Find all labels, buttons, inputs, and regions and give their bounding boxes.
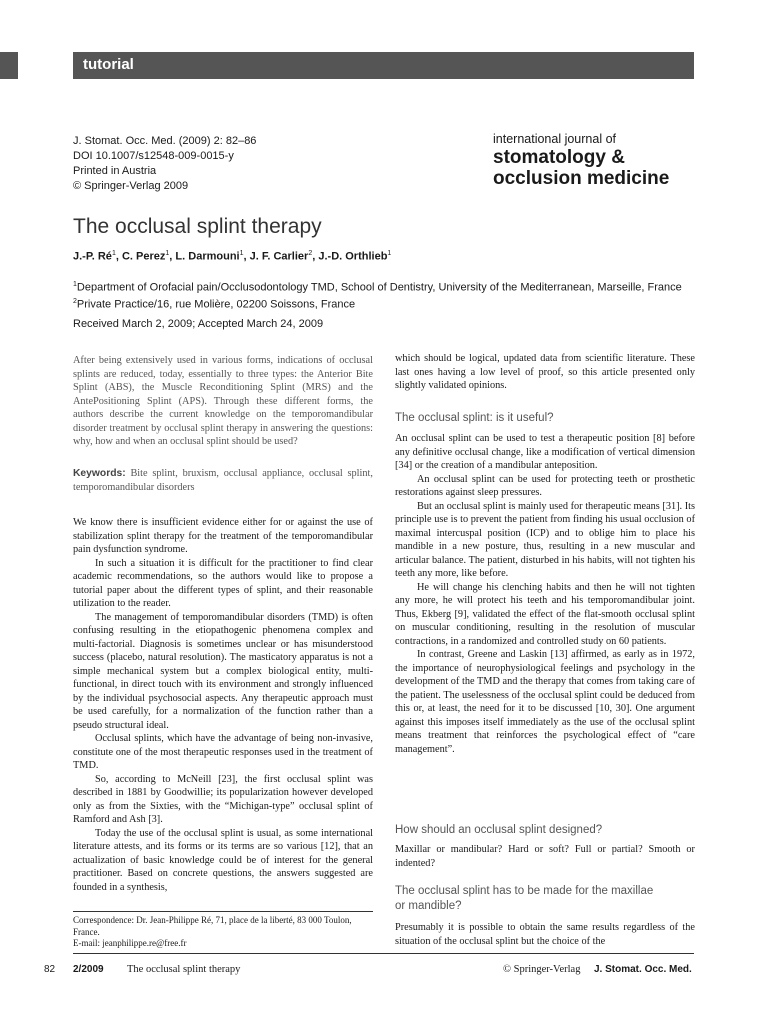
citation-line: J. Stomat. Occ. Med. (2009) 2: 82–86 bbox=[73, 135, 257, 147]
page-number: 82 bbox=[44, 964, 56, 975]
printed-line: Printed in Austria bbox=[73, 165, 157, 177]
affiliations bbox=[73, 278, 682, 312]
copyright-line: © Springer-Verlag 2009 bbox=[73, 180, 189, 192]
author-affiliation-mark: 1 bbox=[387, 250, 392, 257]
affiliation-line bbox=[73, 295, 682, 312]
journal-logo bbox=[493, 132, 669, 189]
body-paragraph: An occlusal splint can be used to test a therapeutic position [8] before any definitive occlusal change, like a modification of vertical dimension [34] or the creation of a mandibular anteposition. bbox=[395, 433, 695, 471]
body-paragraph: Today the use of the occlusal splint is usual, as some international literature attests, and its forms or its terms are so various [12], that an actualization of basic knowledge could be of interest for the general practitioner. Based on concrete questions, the answers suggested are founded in a synthesis, bbox=[73, 827, 373, 893]
keywords-text: Bite splint, bruxism, occlusal appliance, occlusal splint, temporomandibular disorders bbox=[73, 468, 373, 493]
body-paragraph: An occlusal splint can be used for protecting teeth or prosthetic restorations against sleep pressures. bbox=[395, 473, 695, 498]
author-affiliation-mark: 1 bbox=[165, 250, 170, 257]
affiliation-text: Private Practice/16, rue Molière, 02200 Soissons, France bbox=[76, 298, 356, 311]
footnote-divider bbox=[73, 911, 373, 912]
body-paragraph: So, according to McNeill [23], the first occlusal splint was described in 1881 by Goodwillie; its popularization however developed only as from the Sixties, with the “Michigan-type” occlusal splint of Ramford and Ash [3]. bbox=[73, 773, 373, 825]
affiliation-number: 1 bbox=[73, 281, 77, 288]
running-title: The occlusal splint therapy bbox=[127, 964, 241, 975]
section2-body bbox=[395, 843, 695, 870]
section-heading bbox=[395, 884, 653, 914]
body-paragraph: Occlusal splints, which have the advantage of being non-invasive, constitute one of the most therapeutic responses used in the treatment of TMD. bbox=[73, 733, 373, 771]
author-name: C. Perez bbox=[121, 250, 166, 263]
journal-name-small: international journal of bbox=[493, 132, 616, 146]
body-paragraph: We know there is insufficient evidence either for or against the use of stabilization splint therapy for the treatment of the temporomandibular pain dysfunction syndrome. bbox=[73, 517, 373, 555]
abstract-text: After being extensively used in various forms, indications of occlusal splints are reduced, today, essentially to three types: the Anterior Bite Splint (ABS), the Muscle Reconditioning Splint (MRS) and the AntePositioning Splint (APS). Through these different forms, the authors describe the current knowledge on the temporomandibular disorder treatment by occlusal splint therapy in answering the questions: why, how and when an occlusal splint should be used? bbox=[73, 355, 373, 447]
journal-name-line1: stomatology & bbox=[493, 147, 625, 168]
article-title: The occlusal splint therapy bbox=[73, 215, 322, 238]
footer-publisher: © Springer-Verlag bbox=[503, 964, 581, 975]
affiliation-text: Department of Orofacial pain/Occlusodontology TMD, School of Dentistry, University of the Mediterranean, Marseille, France bbox=[76, 281, 682, 294]
author-name: L. Darmouni bbox=[175, 250, 240, 263]
author-affiliation-mark: 1 bbox=[111, 250, 116, 257]
section-heading: How should an occlusal splint designed? bbox=[395, 824, 603, 836]
section-banner bbox=[73, 52, 694, 79]
footer-journal: J. Stomat. Occ. Med. bbox=[594, 964, 692, 975]
correspondence-address: Correspondence: Dr. Jean-Philippe Ré, 71, place de la liberté, 83 000 Toulon, France. bbox=[73, 915, 352, 937]
keywords-label: Keywords: bbox=[73, 468, 126, 479]
body-paragraph: The management of temporomandibular disorders (TMD) is often confusing resulting in the etiopathogenic phenomena complex and multi-factorial. Diagnosis is sometimes unclear or has misunderstood success (placebo, natural resolution). The masticatory apparatus is not a simple mechanical system but a complex biological entity, multi-functional, in direct touch with its environment and strongly influenced by the individual psychosocial aspects. Any therapeutic approach must be used carefully, for a normalization of the function rather than a pseudo structural ideal. bbox=[73, 611, 373, 731]
body-column-left bbox=[73, 516, 373, 894]
journal-name-big bbox=[493, 147, 669, 189]
doi-line: DOI 10.1007/s12548-009-0015-y bbox=[73, 150, 234, 162]
body-paragraph: Presumably it is possible to obtain the same results regardless of the situation of the occlusal splint but the choice of the bbox=[395, 922, 695, 947]
body-paragraph: Maxillar or mandibular? Hard or soft? Full or partial? Smooth or indented? bbox=[395, 844, 695, 869]
section3-body bbox=[395, 921, 695, 948]
author-name: J. F. Carlier bbox=[249, 250, 309, 263]
author-affiliation-mark: 1 bbox=[239, 250, 244, 257]
body-paragraph: He will change his clenching habits and then he will not tighten any more, he will protect his teeth and his temporomandibular joint. Thus, Ekberg [9], validated the effect of the flat-smooth occlusal splint on muscular conditioning, resulting in the resolution of muscular contractions, in a randomized and controlled study on 60 patients. bbox=[395, 581, 695, 647]
body-paragraph: But an occlusal splint is mainly used for therapeutic means [31]. Its principle use is to prevent the patient from finding his usual occlusion of maximal intercuspal position (ICP) and to oblige him to place his mandible in a new posture, thus, resulting in a new muscular and articular balance. The patient, disturbed in his habits, will not tighten his teeth any more, like before. bbox=[395, 500, 695, 579]
keywords bbox=[73, 467, 373, 494]
correspondence-footnote bbox=[73, 915, 373, 950]
citation-block bbox=[73, 134, 256, 194]
section-heading-line: The occlusal splint has to be made for the maxillae bbox=[395, 885, 654, 897]
author-name: J.-P. Ré bbox=[73, 250, 112, 263]
section-heading-line: or mandible? bbox=[395, 900, 462, 912]
body-column-right-intro bbox=[395, 352, 695, 393]
affiliation-number: 2 bbox=[73, 298, 77, 306]
received-dates: Received March 2, 2009; Accepted March 24, 2009 bbox=[73, 318, 324, 330]
abstract bbox=[73, 354, 373, 449]
body-paragraph: which should be logical, updated data from scientific literature. These last ones having a low level of proof, so this article presented only slightly validated opinions. bbox=[395, 353, 695, 391]
author-name: J.-D. Orthlieb bbox=[318, 250, 388, 263]
author-affiliation-mark: 2 bbox=[308, 250, 313, 257]
body-paragraph: In contrast, Greene and Laskin [13] affirmed, as early as in 1972, the importance of neurophysiological feelings and psychology in the development of the TMD and the therapy that comes from taking care of the patient. The uselessness of the occlusal splint could be deduced from this or, at least, the need for it to be discussed [10, 30]. One argument against this imposes itself immediately as the use of the occlusal splint means treatment that reinforces the psychological effect of “care management”. bbox=[395, 649, 695, 755]
section-label: tutorial bbox=[83, 56, 134, 73]
issue-number: 2/2009 bbox=[73, 964, 104, 975]
journal-name-line2: occlusion medicine bbox=[493, 168, 670, 189]
left-edge-tab bbox=[0, 52, 18, 79]
author-list: J.-P. $Ré^1$, C. Perez$^1$, L. Darmouni$^1$, J. F. Carlier$^2$, J.-D. Orthlieb$^1$ bbox=[73, 250, 392, 263]
body-paragraph: In such a situation it is difficult for the practitioner to find clear academic recommendations, so the authors would like to propose a tutorial paper about the different types of splint, and their reasonable utilization to the reader. bbox=[73, 557, 373, 609]
section-heading: The occlusal splint: is it useful? bbox=[395, 412, 554, 424]
affiliation-line bbox=[73, 278, 682, 295]
correspondence-email: E-mail: jeanphilippe.re@free.fr bbox=[73, 938, 187, 948]
footer-divider bbox=[73, 953, 694, 954]
section1-body bbox=[395, 432, 695, 756]
